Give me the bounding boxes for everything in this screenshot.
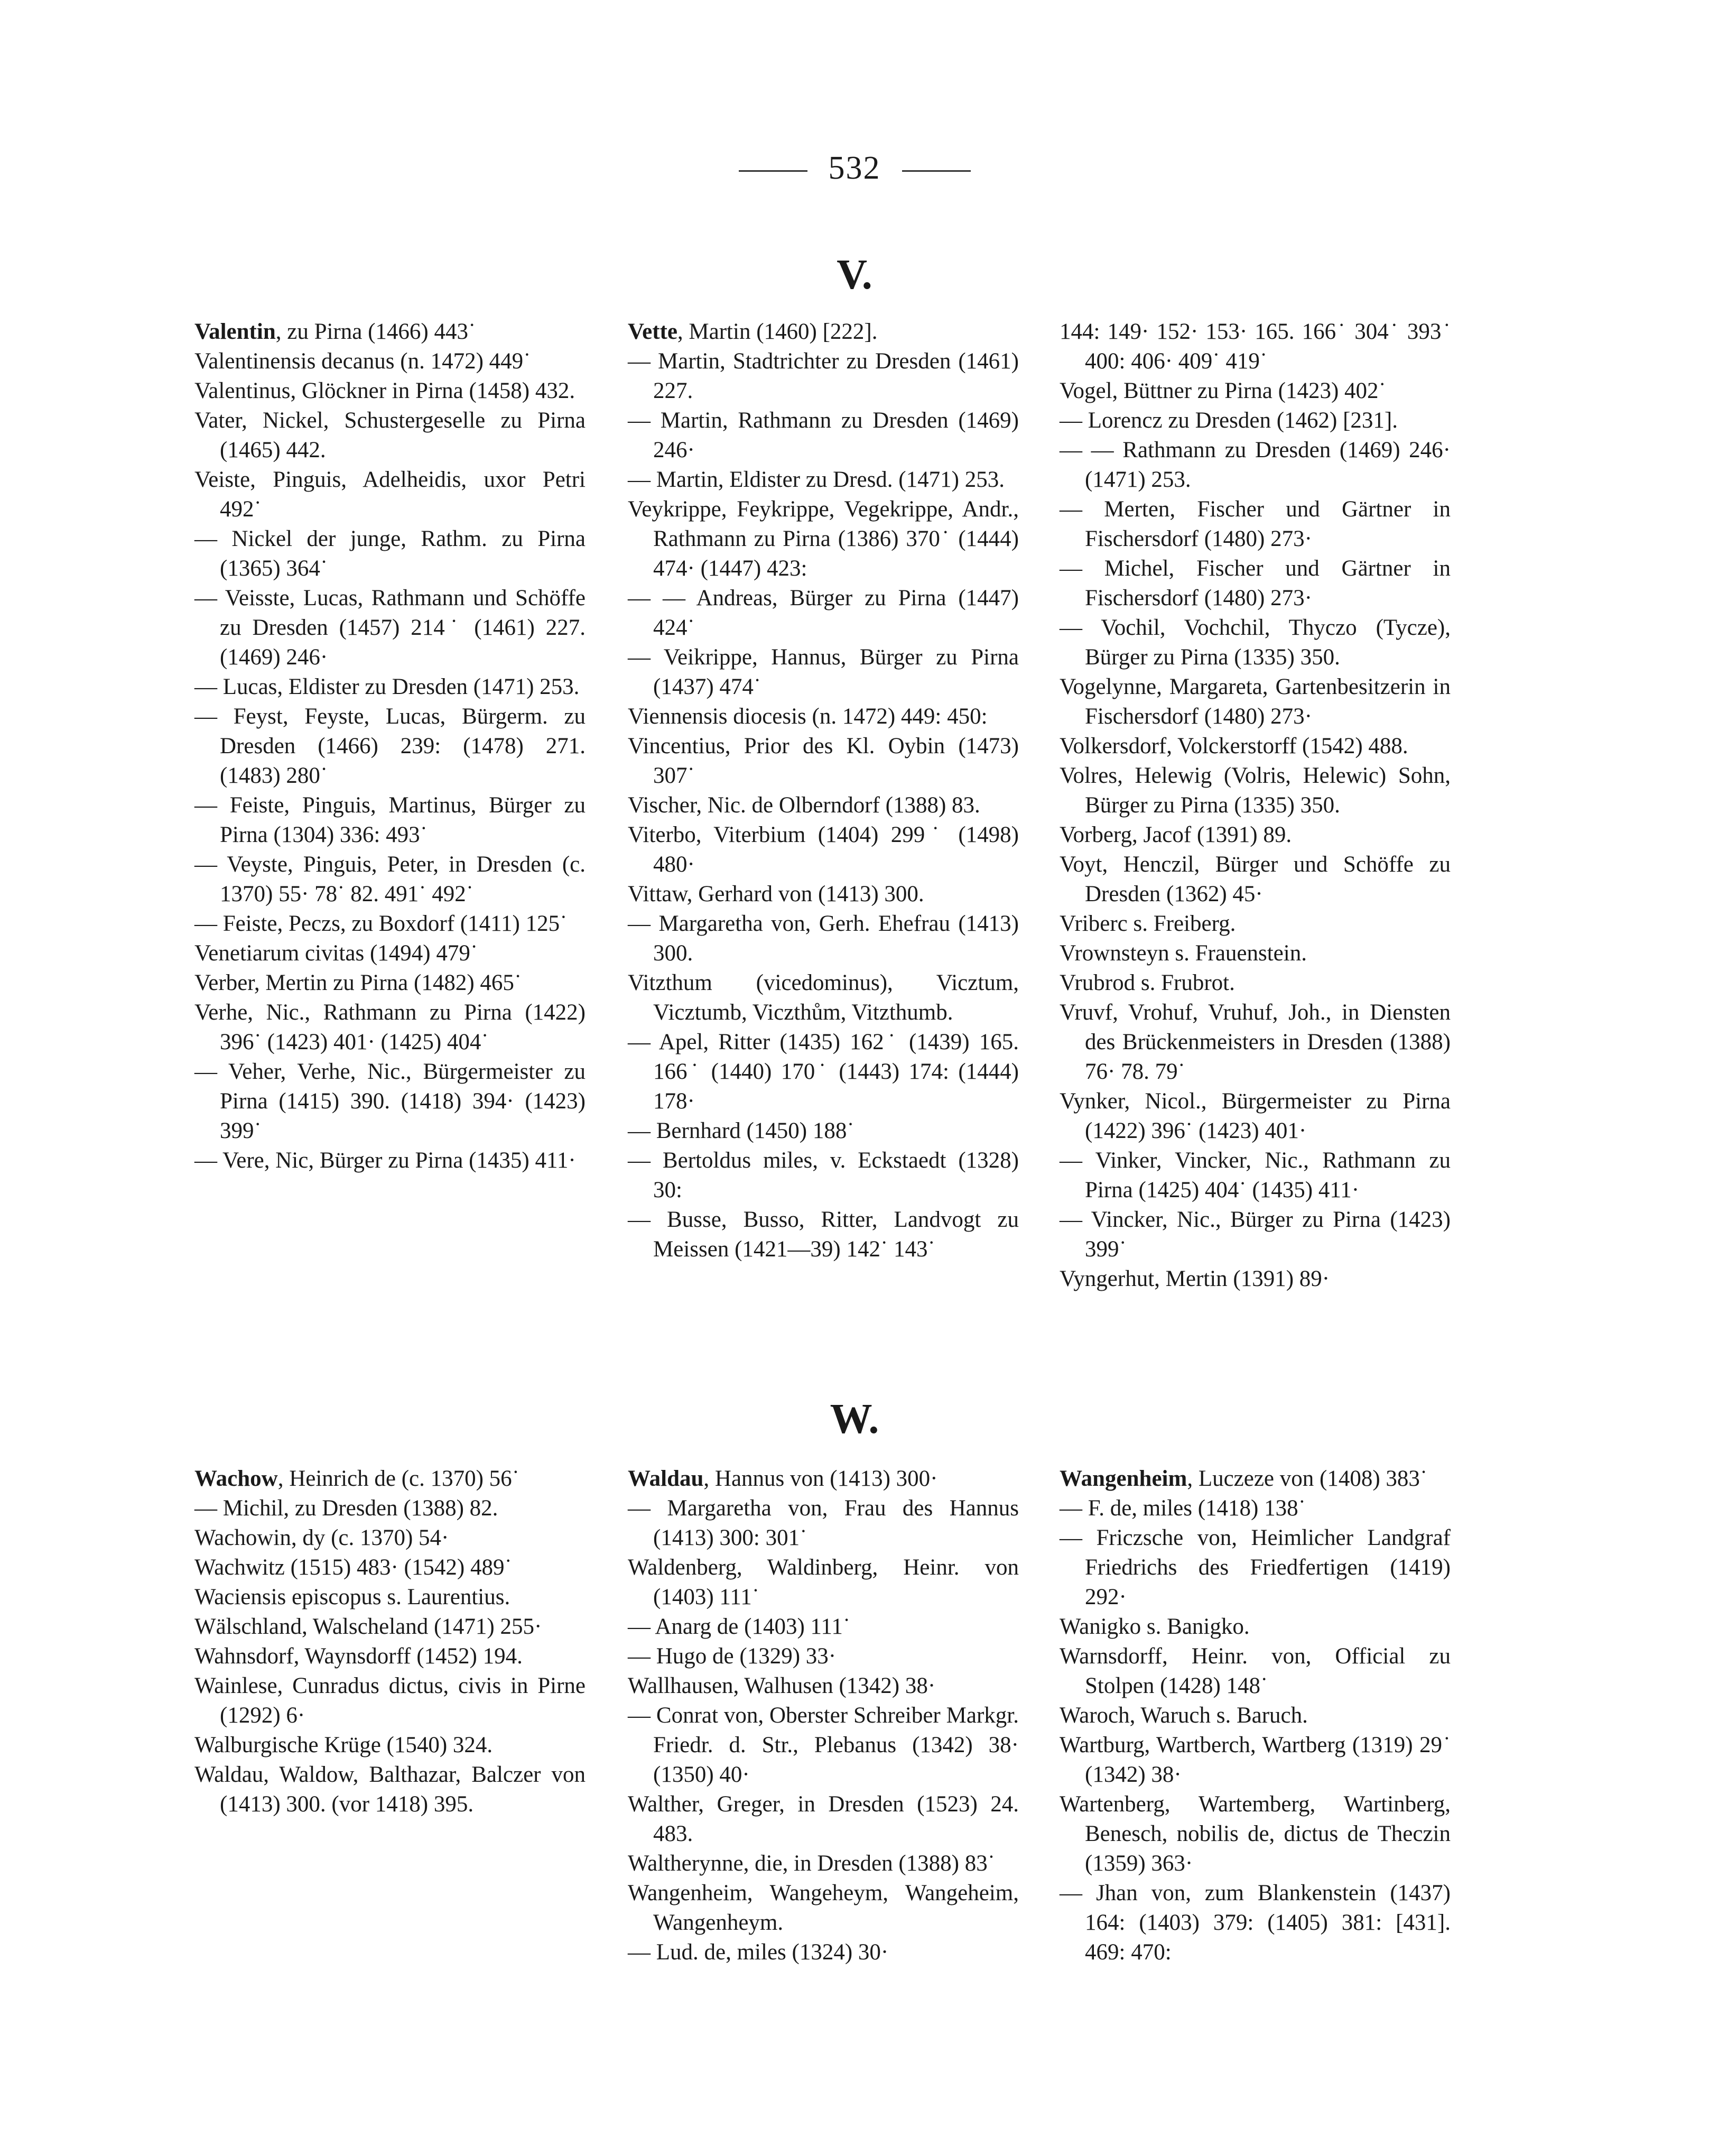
index-entry: — Michil, zu Dresden (1388) 82. [194, 1496, 498, 1521]
index-entry: Wälschland, Walscheland (1471) 255· [194, 1614, 542, 1639]
index-entry: Vriberc s. Freiberg. [1060, 911, 1236, 936]
index-entry: — Lucas, Eldister zu Dresden (1471) 253. [194, 674, 580, 699]
index-entry: — Nickel der junge, Rathm. zu Pirna (1365) 364˙ [194, 526, 586, 581]
entry-headword: Valentin [194, 319, 276, 344]
index-entry: Wallhausen, Walhusen (1342) 38· [628, 1673, 936, 1698]
index-entry: — Jhan von, zum Blankenstein (1437) 164: (1403) 379: (1405) 381: [431]. 469: 470: [1060, 1881, 1451, 1965]
index-entry: — Michel, Fischer und Gärtner in Fischersdorf (1480) 273· [1060, 556, 1451, 610]
index-entry: Wangenheim, Luczeze von (1408) 383˙ [1060, 1466, 1428, 1491]
index-entry: — Vincker, Nic., Bürger zu Pirna (1423) 399˙ [1060, 1207, 1451, 1262]
index-entry: Waldau, Waldow, Balthazar, Balczer von (1413) 300. (vor 1418) 395. [194, 1762, 586, 1817]
index-entry: — Vere, Nic, Bürger zu Pirna (1435) 411· [194, 1148, 576, 1173]
index-entry: Wartburg, Wartberch, Wartberg (1319) 29˙ (1342) 38· [1060, 1733, 1451, 1787]
index-entry: — F. de, miles (1418) 138˙ [1060, 1496, 1306, 1521]
section-heading-v: V. [837, 252, 872, 298]
index-entry: — Lud. de, miles (1324) 30· [628, 1940, 889, 1965]
index-entry: Valentin, zu Pirna (1466) 443˙ [194, 319, 476, 344]
index-entry: Viennensis diocesis (n. 1472) 449: 450: [628, 704, 988, 729]
index-entry: Vrownsteyn s. Frauenstein. [1060, 941, 1307, 966]
index-entry: — Busse, Busso, Ritter, Landvogt zu Meissen (1421—39) 142˙ 143˙ [628, 1207, 1019, 1262]
entry-headword: Wangenheim [1060, 1466, 1187, 1491]
index-entry: Venetiarum civitas (1494) 479˙ [194, 941, 478, 966]
index-entry: Verhe, Nic., Rathmann zu Pirna (1422) 396˙ (1423) 401· (1425) 404˙ [194, 1000, 586, 1054]
index-entry: Vitzthum (vicedominus), Vicztum, Vicztumb, Viczthům, Vitzthumb. [628, 970, 1019, 1025]
index-entry: Waldenberg, Waldinberg, Heinr. von (1403) 111˙ [628, 1555, 1019, 1609]
index-column [194, 317, 586, 1176]
index-entry: — Martin, Eldister zu Dresd. (1471) 253. [628, 467, 1005, 492]
index-entry: Waltherynne, die, in Dresden (1388) 83˙ [628, 1851, 996, 1876]
index-entry: Wanigko s. Banigko. [1060, 1614, 1250, 1639]
index-entry: Waciensis episcopus s. Laurentius. [194, 1585, 510, 1609]
index-entry: Vynker, Nicol., Bürgermeister zu Pirna (1422) 396˙ (1423) 401· [1060, 1089, 1451, 1143]
index-entry: Voyt, Henczil, Bürger und Schöffe zu Dresden (1362) 45· [1060, 852, 1451, 906]
index-entry: — Veyste, Pinguis, Peter, in Dresden (c. 1370) 55· 78˙ 82. 491˙ 492˙ [194, 852, 586, 906]
index-entry: Wainlese, Cunradus dictus, civis in Pirne (1292) 6· [194, 1673, 586, 1728]
index-entry: Vruvf, Vrohuf, Vruhuf, Joh., in Diensten des Brückenmeisters in Dresden (1388) 76· 78. 79˙ [1060, 1000, 1451, 1084]
index-entry: Veykrippe, Feykrippe, Vegekrippe, Andr., Rathmann zu Pirna (1386) 370˙ (1444) 474· (1447) 423: [628, 497, 1019, 581]
index-entry: — Margaretha von, Frau des Hannus (1413) 300: 301˙ [628, 1496, 1019, 1550]
index-column [628, 1464, 1019, 1967]
index-entry: Viterbo, Viterbium (1404) 299˙ (1498) 480· [628, 822, 1019, 877]
index-entry: Vyngerhut, Mertin (1391) 89· [1060, 1266, 1330, 1291]
index-entry: — Veikrippe, Hannus, Bürger zu Pirna (1437) 474˙ [628, 645, 1019, 699]
index-column [194, 1464, 586, 1819]
entry-headword: Wachow [194, 1466, 278, 1491]
index-entry: — Bertoldus miles, v. Eckstaedt (1328) 30: [628, 1148, 1019, 1202]
index-entry: Vischer, Nic. de Olberndorf (1388) 83. [628, 793, 980, 818]
index-column [1060, 1464, 1451, 1967]
index-entry: Wachow, Heinrich de (c. 1370) 56˙ [194, 1466, 520, 1491]
index-entry: — Hugo de (1329) 33· [628, 1644, 837, 1669]
index-entry: Valentinensis decanus (n. 1472) 449˙ [194, 349, 531, 374]
index-entry: — Bernhard (1450) 188˙ [628, 1118, 855, 1143]
index-entry: Warnsdorff, Heinr. von, Official zu Stolpen (1428) 148˙ [1060, 1644, 1451, 1698]
index-entry: Valentinus, Glöckner in Pirna (1458) 432. [194, 378, 575, 403]
index-entry: — Feiste, Pinguis, Martinus, Bürger zu Pirna (1304) 336: 493˙ [194, 793, 586, 847]
index-entry: — Veisste, Lucas, Rathmann und Schöffe zu Dresden (1457) 214˙ (1461) 227. (1469) 246· [194, 586, 586, 670]
section-heading-w: W. [830, 1396, 879, 1442]
index-entry: — Conrat von, Oberster Schreiber Markgr. Friedr. d. Str., Plebanus (1342) 38· (1350) 40· [628, 1703, 1019, 1787]
index-entry: — Friczsche von, Heimlicher Landgraf Friedrichs des Friedfertigen (1419) 292· [1060, 1525, 1451, 1609]
index-entry: Wachowin, dy (c. 1370) 54· [194, 1525, 449, 1550]
index-entry: Vincentius, Prior des Kl. Oybin (1473) 307˙ [628, 734, 1019, 788]
index-entry: 144: 149· 152· 153· 165. 166˙ 304˙ 393˙ 400: 406· 409˙ 419˙ [1060, 319, 1451, 374]
index-entry: — Merten, Fischer und Gärtner in Fischersdorf (1480) 273· [1060, 497, 1451, 551]
index-entry: Waroch, Waruch s. Baruch. [1060, 1703, 1308, 1728]
index-entry: Wangenheim, Wangeheym, Wangeheim, Wangenheym. [628, 1881, 1019, 1935]
index-entry: — Apel, Ritter (1435) 162˙ (1439) 165. 166˙ (1440) 170˙ (1443) 174: (1444) 178· [628, 1030, 1019, 1114]
index-entry: Wahnsdorf, Waynsdorff (1452) 194. [194, 1644, 523, 1669]
index-entry: — — Andreas, Bürger zu Pirna (1447) 424˙ [628, 586, 1019, 640]
index-entry: — — Rathmann zu Dresden (1469) 246· (1471) 253. [1060, 438, 1451, 492]
left-rule [739, 170, 807, 172]
index-entry: — Anarg de (1403) 111˙ [628, 1614, 851, 1639]
index-entry: — Vochil, Vochchil, Thyczo (Tycze), Bürger zu Pirna (1335) 350. [1060, 615, 1451, 670]
index-entry: — Feiste, Peczs, zu Boxdorf (1411) 125˙ [194, 911, 568, 936]
page-number [0, 150, 1709, 187]
index-entry: Walburgische Krüge (1540) 324. [194, 1733, 493, 1757]
right-rule [902, 170, 971, 172]
index-entry: Volres, Helewig (Volris, Helewic) Sohn, Bürger zu Pirna (1335) 350. [1060, 763, 1451, 818]
index-column [628, 317, 1019, 1264]
index-entry: Vogel, Büttner zu Pirna (1423) 402˙ [1060, 378, 1386, 403]
entry-headword: Vette [628, 319, 677, 344]
index-entry: — Martin, Rathmann zu Dresden (1469) 246· [628, 408, 1019, 462]
page-number-text: 532 [828, 150, 881, 186]
index-entry: Vette, Martin (1460) [222]. [628, 319, 878, 344]
index-entry: — Margaretha von, Gerh. Ehefrau (1413) 300. [628, 911, 1019, 966]
index-entry: — Lorencz zu Dresden (1462) [231]. [1060, 408, 1398, 433]
index-entry: Vittaw, Gerhard von (1413) 300. [628, 882, 924, 906]
index-column [1060, 317, 1451, 1294]
entry-headword: Waldau [628, 1466, 704, 1491]
index-entry: Vater, Nickel, Schustergeselle zu Pirna (1465) 442. [194, 408, 586, 462]
index-entry: Vrubrod s. Frubrot. [1060, 970, 1235, 995]
index-entry: Volkersdorf, Volckerstorff (1542) 488. [1060, 734, 1408, 758]
index-entry: Walther, Greger, in Dresden (1523) 24. 483. [628, 1792, 1019, 1846]
index-entry: Verber, Mertin zu Pirna (1482) 465˙ [194, 970, 522, 995]
index-entry: Vorberg, Jacof (1391) 89. [1060, 822, 1292, 847]
index-entry: — Martin, Stadtrichter zu Dresden (1461) 227. [628, 349, 1019, 403]
index-entry: Veiste, Pinguis, Adelheidis, uxor Petri 492˙ [194, 467, 586, 522]
index-entry: Waldau, Hannus von (1413) 300· [628, 1466, 938, 1491]
index-entry: Wartenberg, Wartemberg, Wartinberg, Benesch, nobilis de, dictus de Theczin (1359) 363· [1060, 1792, 1451, 1876]
index-entry: Wachwitz (1515) 483· (1542) 489˙ [194, 1555, 512, 1580]
index-entry: — Veher, Verhe, Nic., Bürgermeister zu Pirna (1415) 390. (1418) 394· (1423) 399˙ [194, 1059, 586, 1143]
index-entry: Vogelynne, Margareta, Gartenbesitzerin in Fischersdorf (1480) 273· [1060, 674, 1451, 729]
index-entry: — Vinker, Vincker, Nic., Rathmann zu Pirna (1425) 404˙ (1435) 411· [1060, 1148, 1451, 1202]
index-entry: — Feyst, Feyste, Lucas, Bürgerm. zu Dresden (1466) 239: (1478) 271. (1483) 280˙ [194, 704, 586, 788]
